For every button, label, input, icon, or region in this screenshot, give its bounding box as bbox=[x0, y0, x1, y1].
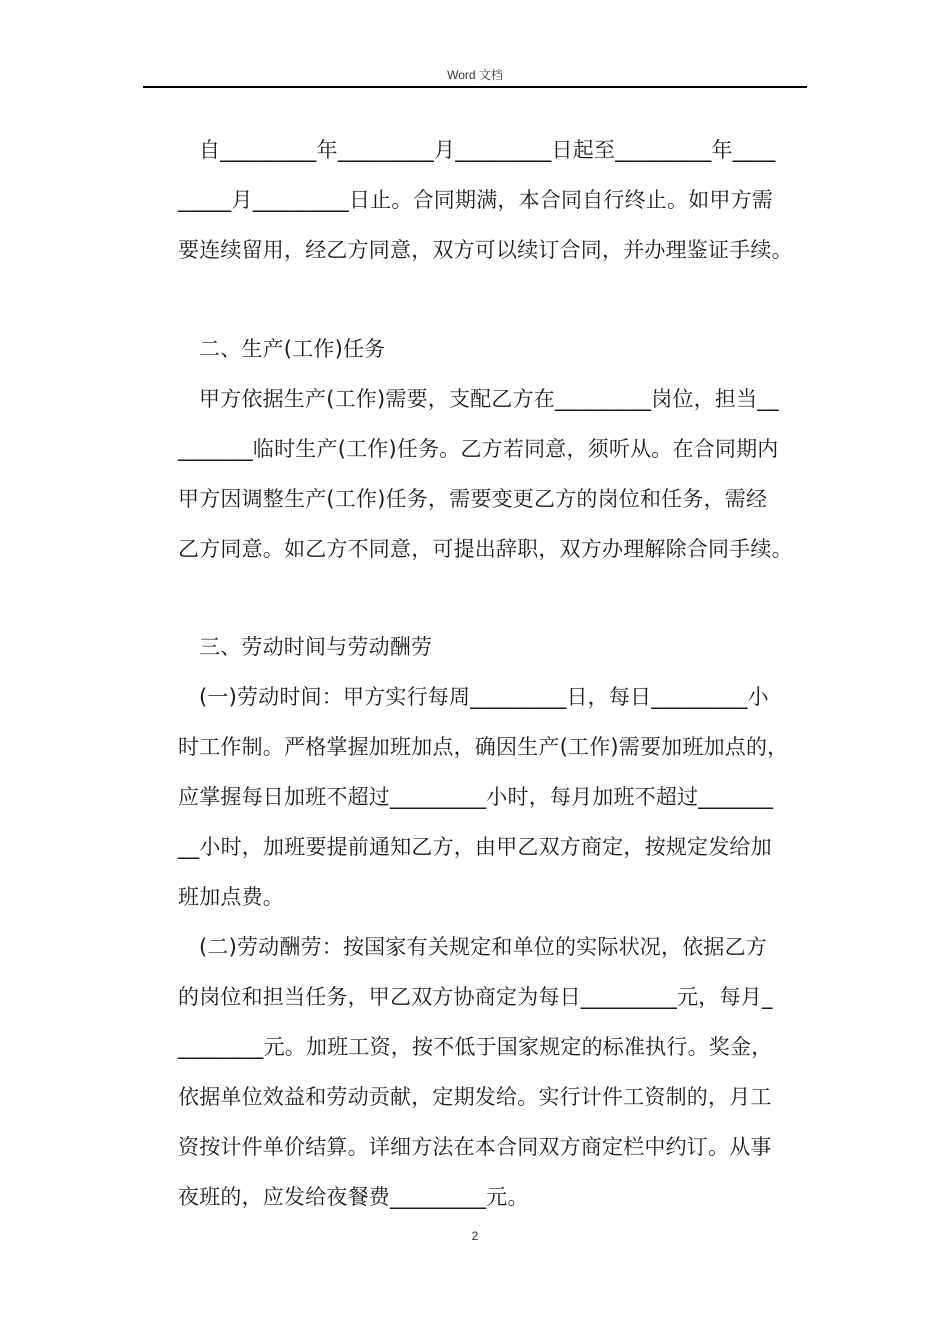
paragraph-line: 要连续留用，经乙方同意，双方可以续订合同，并办理鉴证手续。 bbox=[178, 238, 793, 262]
paragraph-line: 自_________年_________月_________日起至_________年____ bbox=[199, 138, 776, 162]
paragraph-line: 应掌握每日加班不超过_________小时，每月加班不超过_______ bbox=[178, 785, 774, 809]
paragraph-line: (二)劳动酬劳：按国家有关规定和单位的实际状况，依据乙方 bbox=[199, 935, 767, 959]
paragraph-line: 甲方依据生产(工作)需要，支配乙方在_________岗位，担当__ bbox=[199, 387, 779, 411]
paragraph-line: 乙方同意。如乙方不同意，可提出辞职，双方办理解除合同手续。 bbox=[178, 537, 793, 561]
paragraph-line: (一)劳动时间：甲方实行每周_________日，每日_________小 bbox=[199, 685, 769, 709]
section-heading: 三、劳动时间与劳动酬劳 bbox=[199, 635, 433, 659]
page-number: 2 bbox=[471, 1229, 479, 1243]
paragraph-line: 时工作制。严格掌握加班加点，确因生产(工作)需要加班加点的， bbox=[178, 735, 789, 759]
paragraph-line: 资按计件单价结算。详细方法在本合同双方商定栏中约订。从事 bbox=[178, 1135, 772, 1159]
paragraph-line: ________元。加班工资，按不低于国家规定的标准执行。奖金， bbox=[178, 1035, 773, 1059]
paragraph-line: 甲方因调整生产(工作)任务，需要变更乙方的岗位和任务，需经 bbox=[178, 487, 768, 511]
paragraph-line: 班加点费。 bbox=[178, 885, 284, 909]
paragraph-line: __小时，加班要提前通知乙方，由甲乙双方商定，按规定发给加 bbox=[178, 835, 772, 859]
header-divider bbox=[143, 86, 807, 88]
paragraph-line: 的岗位和担当任务，甲乙双方协商定为每日_________元，每月_ bbox=[178, 985, 773, 1009]
page-header: Word 文档 bbox=[447, 68, 503, 82]
section-heading: 二、生产(工作)任务 bbox=[199, 337, 386, 361]
paragraph-line: _____月_________日止。合同期满，本合同自行终止。如甲方需 bbox=[178, 188, 773, 212]
paragraph-line: 依据单位效益和劳动贡献，定期发给。实行计件工资制的，月工 bbox=[178, 1085, 772, 1109]
paragraph-line: 夜班的，应发给夜餐费_________元。 bbox=[178, 1185, 529, 1209]
paragraph-line: _______临时生产(工作)任务。乙方若同意，须听从。在合同期内 bbox=[178, 437, 779, 461]
